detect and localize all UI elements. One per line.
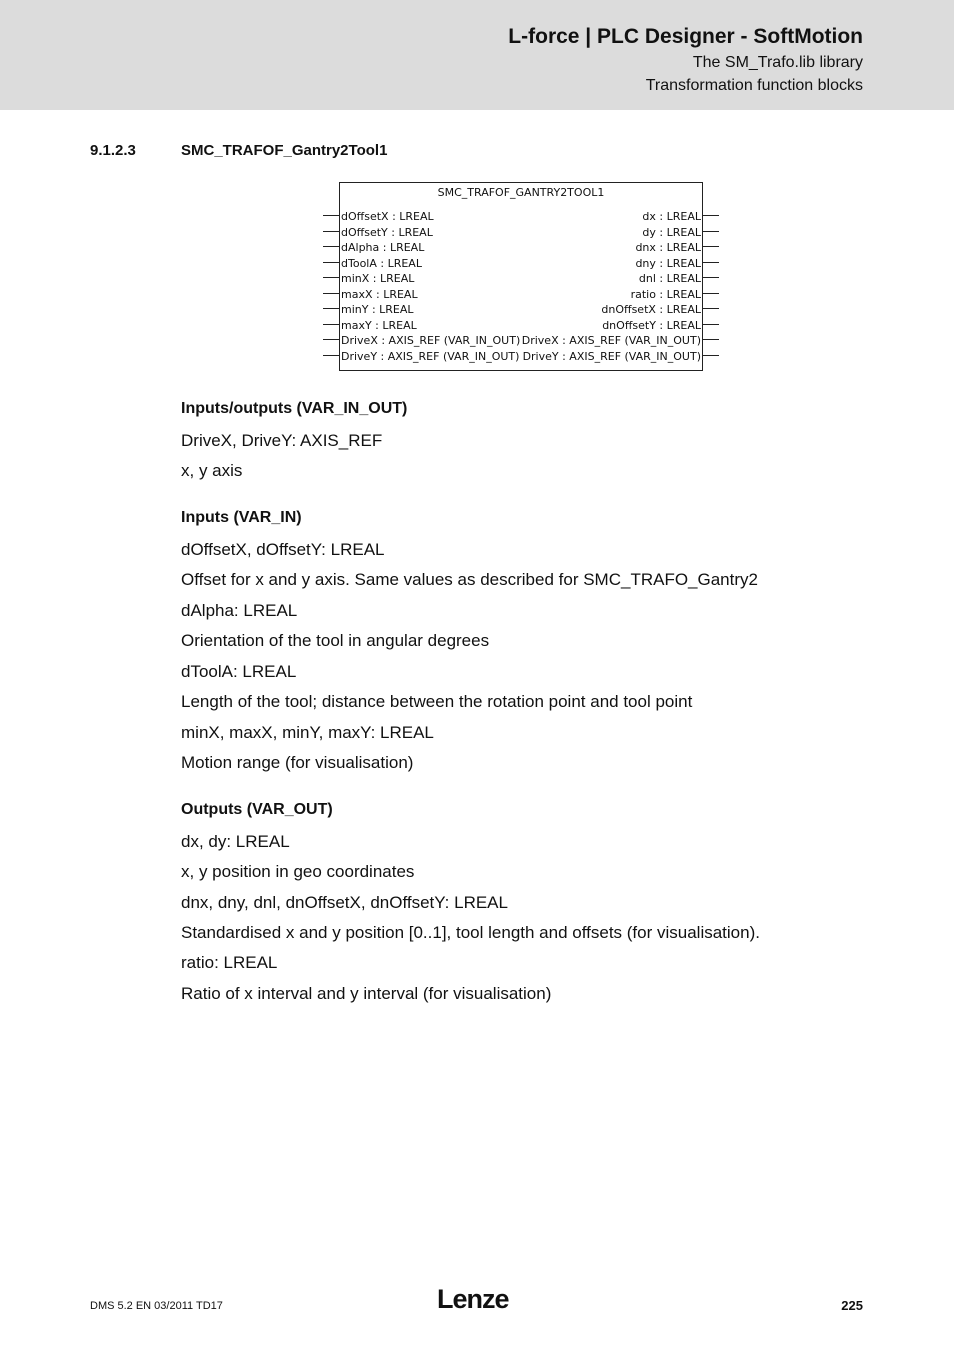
function-block-name: SMC_TRAFOF_GANTRY2TOOL1 [437, 186, 605, 199]
header-title: L-force | PLC Designer - SoftMotion [508, 25, 863, 48]
output-connector-line [703, 246, 719, 247]
block-input-pin: minY : LREAL [341, 303, 414, 316]
input-connector-line [323, 246, 339, 247]
input-connector-line [323, 262, 339, 263]
block-input-pin: maxX : LREAL [341, 287, 418, 301]
heading-inputs-outputs: Inputs/outputs (VAR_IN_OUT) [181, 400, 408, 417]
input-connector-line [323, 293, 339, 294]
block-input-pin: dOffsetY : LREAL [341, 225, 433, 239]
header-subtitle-library: The SM_Trafo.lib library [692, 54, 863, 71]
block-input-pin: dToolA : LREAL [341, 256, 422, 270]
section-number: 9.1.2.3 [90, 142, 136, 159]
heading-inputs: Inputs (VAR_IN) [181, 509, 302, 526]
heading-outputs: Outputs (VAR_OUT) [181, 801, 333, 818]
param-dtoola-desc: Length of the tool; distance between the rotation point and tool point [181, 692, 693, 711]
output-connector-line [703, 324, 719, 325]
output-connector-line [703, 293, 719, 294]
block-output-pin: dx : LREAL [642, 210, 701, 223]
document-id: DMS 5.2 EN 03/2011 TD17 [90, 1300, 223, 1312]
block-output-pin: dny : LREAL [635, 256, 701, 270]
block-output-pin: dnOffsetY : LREAL [602, 318, 701, 332]
block-input-pin: DriveY : AXIS_REF (VAR_IN_OUT) [341, 349, 520, 363]
param-range-desc: Motion range (for visualisation) [181, 753, 414, 772]
section-title: SMC_TRAFOF_Gantry2Tool1 [181, 142, 388, 159]
input-connector-line [323, 231, 339, 232]
output-connector-line [703, 308, 719, 309]
block-output-pin: DriveY : AXIS_REF (VAR_IN_OUT) [522, 349, 701, 363]
param-doffset-desc: Offset for x and y axis. Same values as described for SMC_TRAFO_Gantry2 [181, 570, 758, 589]
output-connector-line [703, 277, 719, 278]
param-dtoola: dToolA: LREAL [181, 662, 297, 681]
output-connector-line [703, 231, 719, 232]
param-drive-axes: DriveX, DriveY: AXIS_REF [181, 431, 383, 450]
param-dalpha-desc: Orientation of the tool in angular degrees [181, 631, 490, 650]
block-input-pin: dOffsetX : LREAL [341, 210, 434, 223]
block-output-pin: dnOffsetX : LREAL [601, 303, 701, 316]
param-dx-dy-desc: x, y position in geo coordinates [181, 862, 415, 881]
page-header [0, 0, 954, 110]
function-block-diagram [339, 182, 703, 371]
block-input-pin: minX : LREAL [341, 272, 415, 285]
input-connector-line [323, 277, 339, 278]
block-input-pin: DriveX : AXIS_REF (VAR_IN_OUT) [341, 334, 521, 347]
output-connector-line [703, 215, 719, 216]
block-output-pin: dnx : LREAL [635, 241, 701, 254]
input-connector-line [323, 355, 339, 356]
input-connector-line [323, 324, 339, 325]
block-input-pin: maxY : LREAL [341, 318, 417, 332]
param-range: minX, maxX, minY, maxY: LREAL [181, 723, 434, 742]
input-connector-line [323, 308, 339, 309]
param-normalized-desc: Standardised x and y position [0..1], tool length and offsets (for visualisation). [181, 923, 760, 942]
lenze-logo: Lenze [437, 1284, 509, 1314]
param-drive-axes-desc: x, y axis [181, 461, 243, 480]
block-output-pin: dy : LREAL [642, 225, 701, 239]
param-dx-dy: dx, dy: LREAL [181, 832, 290, 851]
output-connector-line [703, 262, 719, 263]
block-output-pin: dnl : LREAL [638, 272, 701, 285]
header-subtitle-chapter: Transformation function blocks [645, 77, 863, 94]
output-connector-line [703, 355, 719, 356]
param-ratio-desc: Ratio of x interval and y interval (for visualisation) [181, 984, 552, 1003]
param-normalized: dnx, dny, dnl, dnOffsetX, dnOffsetY: LREAL [181, 893, 508, 912]
block-input-pin: dAlpha : LREAL [341, 241, 425, 254]
input-connector-line [323, 339, 339, 340]
block-output-pin: DriveX : AXIS_REF (VAR_IN_OUT) [521, 334, 701, 347]
page-number: 225 [841, 1298, 863, 1313]
input-connector-line [323, 215, 339, 216]
output-connector-line [703, 339, 719, 340]
param-doffset: dOffsetX, dOffsetY: LREAL [181, 540, 385, 559]
param-dalpha: dAlpha: LREAL [181, 601, 298, 620]
param-ratio: ratio: LREAL [181, 953, 278, 972]
block-output-pin: ratio : LREAL [630, 287, 701, 301]
